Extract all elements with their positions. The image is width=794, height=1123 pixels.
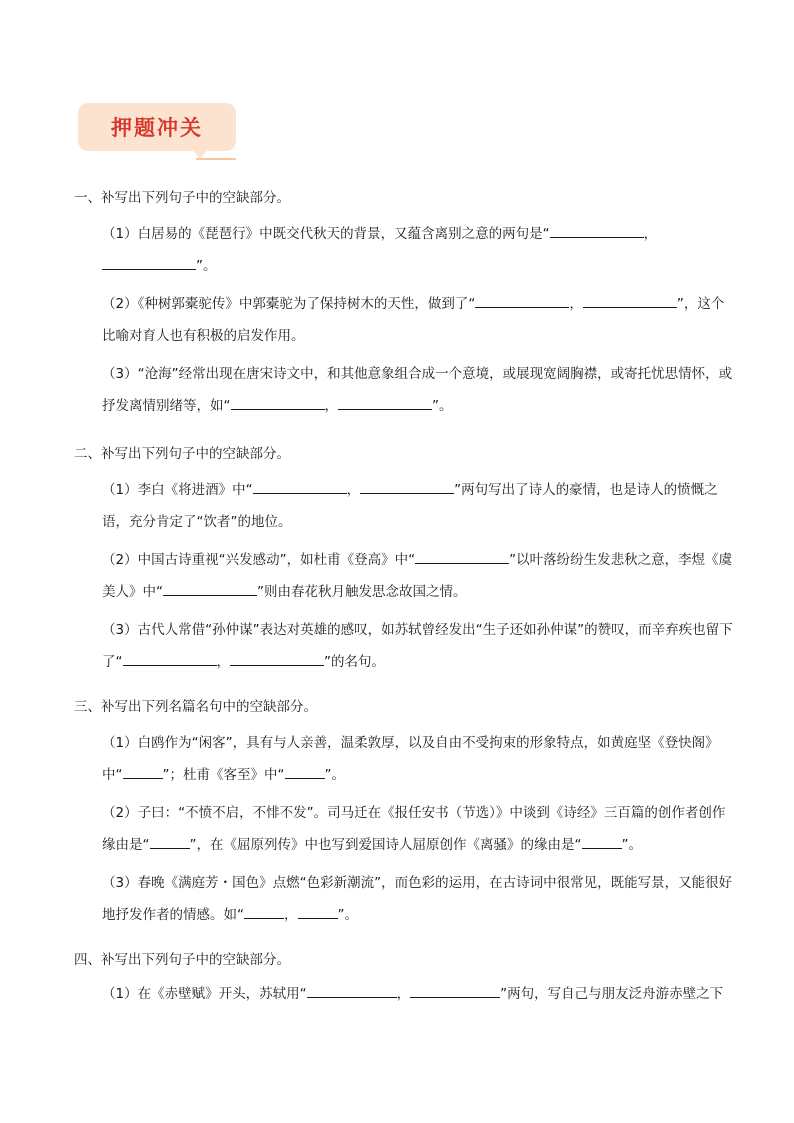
question-text: ”以叶落纷纷生发悲秋之意，李煜《虞美人》中“ bbox=[102, 552, 733, 600]
question-2-1 bbox=[102, 474, 734, 538]
answer-blank[interactable] bbox=[253, 479, 347, 494]
answer-blank[interactable] bbox=[231, 395, 325, 410]
question-text: ， bbox=[346, 482, 361, 498]
answer-blank[interactable] bbox=[244, 904, 284, 919]
section-2 bbox=[74, 444, 734, 678]
question-text: ”。 bbox=[337, 907, 358, 923]
question-text: ”两句，写自己与朋友泛舟游赤壁之下 bbox=[500, 986, 724, 1002]
question-1-3 bbox=[102, 358, 734, 422]
answer-blank[interactable] bbox=[123, 651, 217, 666]
question-text: ， bbox=[216, 654, 230, 670]
question-text: ”。 bbox=[621, 837, 642, 853]
answer-blank[interactable] bbox=[475, 293, 569, 308]
answer-blank[interactable] bbox=[230, 651, 324, 666]
question-text: （2）《种树郭橐驼传》中郭橐驼为了保持树木的天性，做到了“ bbox=[102, 296, 476, 312]
question-3-1 bbox=[102, 727, 734, 791]
question-text: ”的名句。 bbox=[324, 654, 385, 670]
question-text: ”两句写出了诗人的豪情，也是诗人的愤慨之语，充分肯定了“饮者”的地位。 bbox=[102, 482, 718, 530]
question-text: （1）白居易的《琵琶行》中既交代秋天的背景，又蕴含离别之意的两句是“ bbox=[102, 226, 550, 242]
question-1-2 bbox=[102, 288, 734, 352]
section-badge bbox=[78, 103, 238, 153]
answer-blank[interactable] bbox=[150, 834, 190, 849]
section-1 bbox=[74, 188, 734, 422]
question-text: ”。 bbox=[324, 767, 345, 783]
answer-blank[interactable] bbox=[338, 395, 432, 410]
answer-blank[interactable] bbox=[298, 904, 338, 919]
section-4 bbox=[74, 950, 734, 1010]
section-heading: 一、补写出下列句子中的空缺部分。 bbox=[74, 190, 290, 206]
question-3-2 bbox=[102, 797, 734, 861]
question-2-3 bbox=[102, 614, 734, 678]
question-text: ， bbox=[324, 398, 338, 414]
question-text: （2）子曰：“不愤不启，不悱不发”。司马迁在《报任安书（节选）》中谈到《诗经》三百篇的创作者创作缘由是“ bbox=[102, 805, 726, 853]
answer-blank[interactable] bbox=[123, 764, 163, 779]
question-text: ， bbox=[396, 986, 411, 1002]
question-text: （1）白鸥作为“闲客”，具有与人亲善，温柔敦厚，以及自由不受拘束的形象特点，如黄庭坚《登快阁》中“ bbox=[102, 735, 719, 783]
question-text: ， bbox=[643, 226, 658, 242]
question-text: （3）古代人常借“孙仲谋”表达对英雄的感叹，如苏轼曾经发出“生子还如孙仲谋”的赞叹，而辛弃疾也留下了“ bbox=[102, 622, 733, 670]
badge-underline bbox=[196, 158, 236, 160]
question-4-1 bbox=[102, 978, 734, 1010]
badge-title: 押题冲关 bbox=[111, 116, 203, 140]
answer-blank[interactable] bbox=[102, 255, 196, 270]
question-text: （1）在《赤壁赋》开头，苏轼用“ bbox=[102, 986, 307, 1002]
section-heading: 二、补写出下列句子中的空缺部分。 bbox=[74, 446, 290, 462]
question-text: ”；杜甫《客至》中“ bbox=[162, 767, 285, 783]
answer-blank[interactable] bbox=[285, 764, 325, 779]
question-2-2 bbox=[102, 544, 734, 608]
question-text: （3）春晚《满庭芳・国色》点燃“色彩新潮流”，而色彩的运用，在古诗词中很常见，既能写景，又能很好地抒发作者的情感。如“ bbox=[102, 875, 733, 923]
answer-blank[interactable] bbox=[410, 983, 500, 998]
question-text: （3）“沧海”经常出现在唐宋诗文中，和其他意象组合成一个意境，或展现宽阔胸襟，或寄托忧思情怀，或抒发离情别绪等，如“ bbox=[102, 366, 733, 414]
question-text: ， bbox=[569, 296, 583, 312]
answer-blank[interactable] bbox=[415, 549, 509, 564]
answer-blank[interactable] bbox=[163, 581, 257, 596]
question-text: ”。 bbox=[432, 398, 453, 414]
question-1-1 bbox=[102, 218, 734, 282]
question-text: ， bbox=[284, 907, 298, 923]
section-heading: 三、补写出下列名篇名句中的空缺部分。 bbox=[74, 699, 317, 715]
question-3-3 bbox=[102, 867, 734, 931]
question-text: （1）李白《将进酒》中“ bbox=[102, 482, 253, 498]
question-text: ”。 bbox=[196, 258, 217, 274]
section-heading: 四、补写出下列句子中的空缺部分。 bbox=[74, 952, 290, 968]
section-3 bbox=[74, 697, 734, 931]
answer-blank[interactable] bbox=[550, 223, 644, 238]
question-text: ”，在《屈原列传》中也写到爱国诗人屈原创作《离骚》的缘由是“ bbox=[189, 837, 582, 853]
answer-blank[interactable] bbox=[360, 479, 454, 494]
answer-blank[interactable] bbox=[307, 983, 397, 998]
question-text: （2）中国古诗重视“兴发感动”，如杜甫《登高》中“ bbox=[102, 552, 416, 568]
question-text: ”，这个比喻对育人也有积极的启发作用。 bbox=[102, 296, 725, 344]
answer-blank[interactable] bbox=[583, 293, 677, 308]
answer-blank[interactable] bbox=[582, 834, 622, 849]
question-text: ”则由春花秋月触发思念故国之情。 bbox=[257, 584, 467, 600]
